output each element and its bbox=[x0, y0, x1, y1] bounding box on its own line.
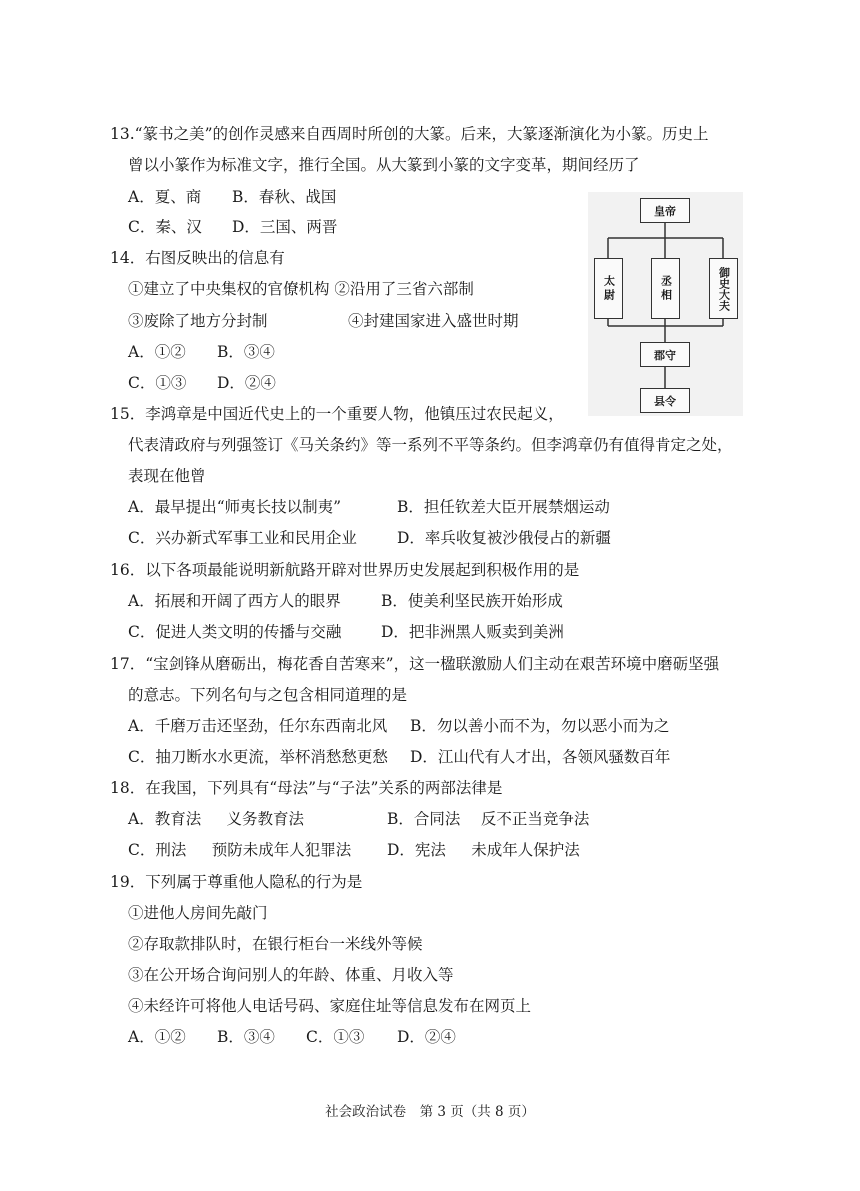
q14-option-c: C．①③ bbox=[128, 374, 187, 392]
q14-option-b: B．③④ bbox=[217, 343, 275, 361]
q19-statement-2: ②存取款排队时，在银行柜台一米线外等候 bbox=[128, 935, 423, 953]
page-footer: 社会政治试卷 第 3 页（共 8 页） bbox=[325, 1104, 535, 1120]
diagram-box-county-magistrate: 县令 bbox=[640, 388, 690, 413]
diagram-box-taiwei: 太尉 bbox=[594, 258, 623, 319]
q14-stem: 14．右图反映出的信息有 bbox=[110, 249, 285, 267]
q19-statement-1: ①进他人房间先敲门 bbox=[128, 904, 268, 922]
q18-option-c: C．刑法 预防未成年人犯罪法 bbox=[128, 841, 352, 859]
q18-option-d: D．宪法 未成年人保护法 bbox=[387, 841, 580, 859]
q19-statement-3: ③在公开场合询问别人的年龄、体重、月收入等 bbox=[128, 966, 454, 984]
q17-option-b: B．勿以善小而不为，勿以恶小而为之 bbox=[410, 717, 670, 735]
q19-option-b: B．③④ bbox=[217, 1028, 275, 1046]
q19-option-c: C．①③ bbox=[306, 1028, 365, 1046]
q14-statement-1-2: ①建立了中央集权的官僚机构 ②沿用了三省六部制 bbox=[128, 280, 474, 298]
q13-option-a: A．夏、商 bbox=[128, 188, 202, 206]
qin-bureaucracy-diagram bbox=[588, 192, 743, 416]
q18-option-a: A．教育法 义务教育法 bbox=[128, 810, 305, 828]
q16-stem: 16．以下各项最能说明新航路开辟对世界历史发展起到积极作用的是 bbox=[110, 561, 580, 579]
q14-option-d: D．②④ bbox=[217, 374, 276, 392]
q18-option-b: B．合同法 反不正当竞争法 bbox=[387, 810, 590, 828]
q15-stem-line1: 15．李鸿章是中国近代史上的一个重要人物，他镇压过农民起义， bbox=[110, 405, 564, 423]
q19-statement-4: ④未经许可将他人电话号码、家庭住址等信息发布在网页上 bbox=[128, 997, 532, 1015]
q15-stem-line3: 表现在他曾 bbox=[128, 467, 206, 485]
q14-option-a: A．①② bbox=[128, 343, 186, 361]
q17-option-c: C．抽刀断水水更流，举杯消愁愁更愁 bbox=[128, 748, 388, 766]
q16-option-a: A．拓展和开阔了西方人的眼界 bbox=[128, 592, 341, 610]
diagram-box-censor: 御史大夫 bbox=[709, 258, 738, 319]
diagram-box-prefect: 郡守 bbox=[640, 342, 690, 367]
q13-option-d: D．三国、两晋 bbox=[232, 218, 338, 236]
q14-statement-3: ③废除了地方分封制 bbox=[128, 312, 268, 330]
q17-stem-line2: 的意志。下列名句与之包含相同道理的是 bbox=[128, 686, 408, 704]
q13-stem-line2: 曾以小篆作为标准文字，推行全国。从大篆到小篆的文字变革，期间经历了 bbox=[128, 156, 640, 174]
q16-option-d: D．把非洲黑人贩卖到美洲 bbox=[381, 623, 564, 641]
q15-option-d: D．率兵收复被沙俄侵占的新疆 bbox=[397, 529, 611, 547]
diagram-box-chancellor: 丞相 bbox=[651, 258, 680, 319]
q13-option-c: C．秦、汉 bbox=[128, 218, 202, 236]
q19-option-a: A．①② bbox=[128, 1028, 186, 1046]
q15-option-a: A．最早提出“师夷长技以制夷” bbox=[128, 498, 342, 516]
q13-stem-line1: 13.“篆书之美”的创作灵感来自西周时所创的大篆。后来，大篆逐渐演化为小篆。历史上 bbox=[110, 125, 709, 143]
q17-stem-line1: 17．“宝剑锋从磨砺出，梅花香自苦寒来”，这一楹联激励人们主动在艰苦环境中磨砺坚强 bbox=[110, 655, 720, 673]
q16-option-c: C．促进人类文明的传播与交融 bbox=[128, 623, 342, 641]
diagram-box-emperor: 皇帝 bbox=[640, 198, 690, 223]
q15-option-c: C．兴办新式军事工业和民用企业 bbox=[128, 529, 357, 547]
q17-option-a: A．千磨万击还坚劲，任尔东西南北风 bbox=[128, 717, 388, 735]
q17-option-d: D．江山代有人才出，各领风骚数百年 bbox=[410, 748, 671, 766]
q16-option-b: B．使美利坚民族开始形成 bbox=[381, 592, 563, 610]
q19-option-d: D．②④ bbox=[397, 1028, 456, 1046]
q18-stem: 18．在我国，下列具有“母法”与“子法”关系的两部法律是 bbox=[110, 779, 503, 797]
q13-option-b: B．春秋、战国 bbox=[232, 188, 337, 206]
q15-option-b: B．担任钦差大臣开展禁烟运动 bbox=[397, 498, 610, 516]
q19-stem: 19．下列属于尊重他人隐私的行为是 bbox=[110, 873, 363, 891]
q15-stem-line2: 代表清政府与列强签订《马关条约》等一系列不平等条约。但李鸿章仍有值得肯定之处， bbox=[128, 436, 733, 454]
q14-statement-4: ④封建国家进入盛世时期 bbox=[348, 312, 519, 330]
